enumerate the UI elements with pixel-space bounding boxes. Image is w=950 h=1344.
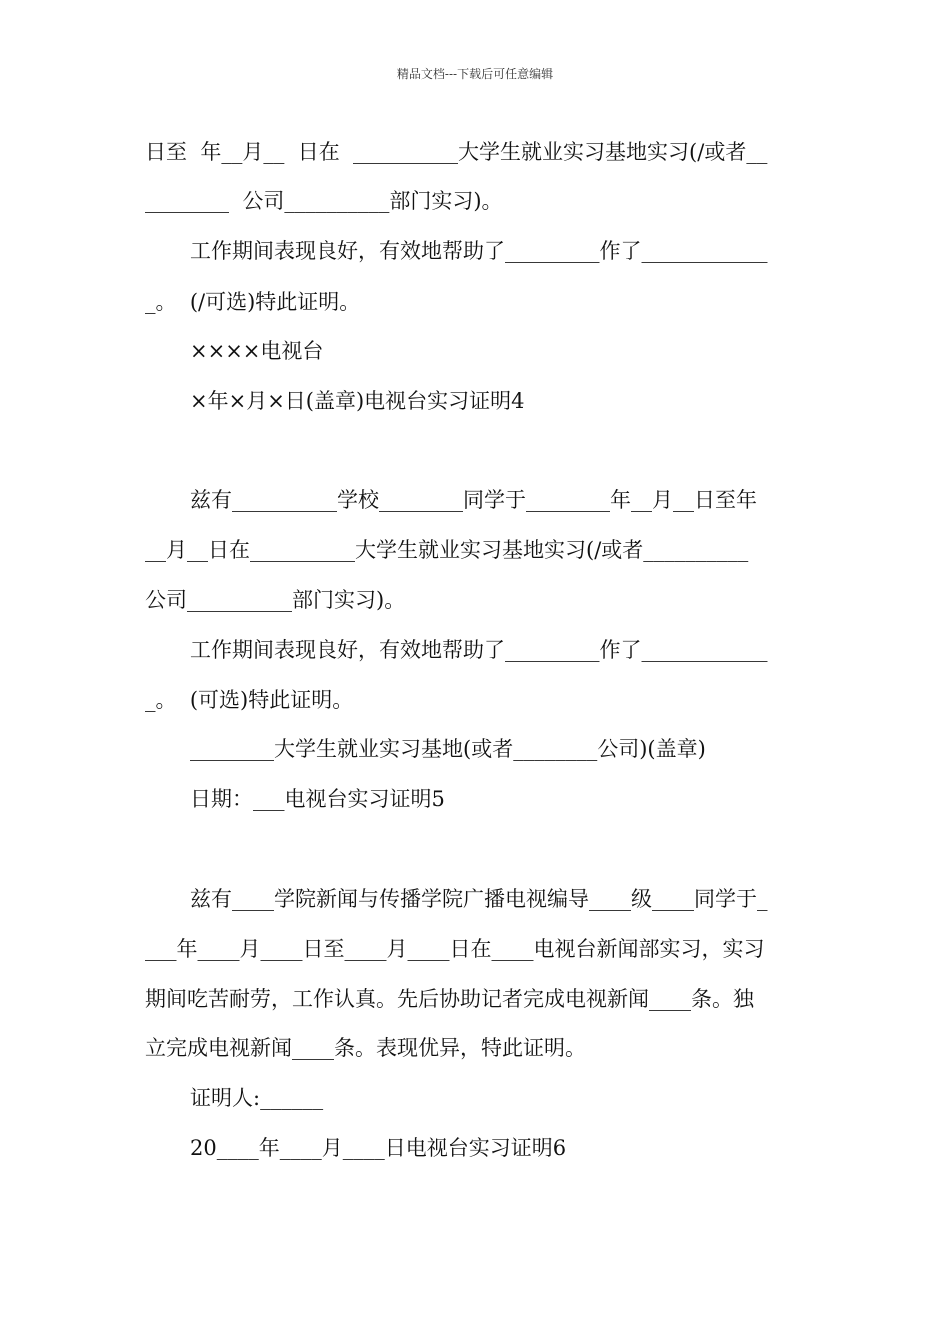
text-line: ________大学生就业实习基地(或者________公司)(盖章)	[190, 737, 706, 761]
text-line: _。 (/可选)特此证明。	[145, 290, 361, 314]
text-line: 工作期间表现良好，有效地帮助了_________作了____________	[190, 638, 768, 662]
text-line: 日期：___电视台实习证明5	[190, 787, 445, 811]
text-line: 兹有__________学校________同学于________年__月__日至年	[190, 488, 757, 512]
text-line: ________ 公司__________部门实习)。	[145, 189, 503, 213]
text-line: 20____年____月____日电视台实习证明6	[190, 1136, 567, 1160]
text-line: ×年×月×日(盖章)电视台实习证明4	[190, 389, 525, 413]
page-header: 精品文档---下载后可任意编辑	[396, 67, 554, 81]
text-line: 兹有____学院新闻与传播学院广播电视编导____级____同学于_	[190, 887, 768, 911]
text-line: 工作期间表现良好，有效地帮助了_________作了____________	[190, 239, 768, 263]
text-line: 公司__________部门实习)。	[145, 588, 406, 612]
text-line: _。 (可选)特此证明。	[145, 688, 354, 712]
text-line: 期间吃苦耐劳，工作认真。先后协助记者完成电视新闻____条。独	[145, 987, 754, 1011]
text-line: ___年____月____日至____月____日在____电视台新闻部实习，实习	[145, 937, 765, 961]
text-line: 证明人:______	[190, 1086, 324, 1110]
text-line: 日至 年__月__ 日在 __________大学生就业实习基地实习(/或者__	[145, 140, 768, 164]
text-line: ××××电视台	[190, 339, 324, 363]
text-line: __月__日在__________大学生就业实习基地实习(/或者__________	[145, 538, 749, 562]
text-line: 立完成电视新闻____条。表现优异，特此证明。	[145, 1036, 586, 1060]
